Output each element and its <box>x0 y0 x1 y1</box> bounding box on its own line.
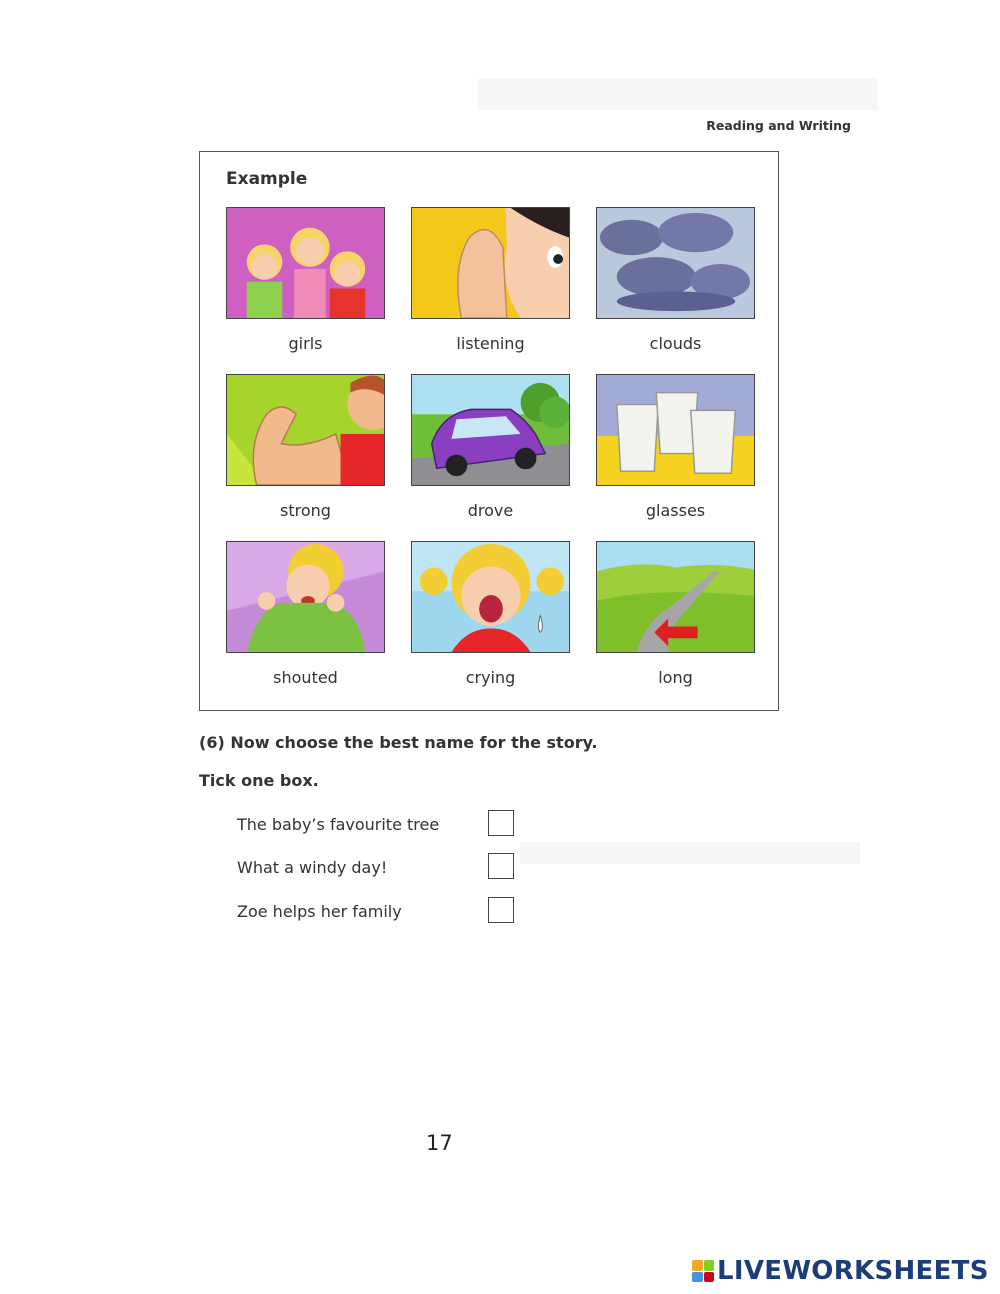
option-checkbox[interactable] <box>488 810 514 836</box>
scan-shadow <box>520 842 860 864</box>
long-picture <box>596 541 755 653</box>
scan-shadow <box>478 78 878 110</box>
page-number: 17 <box>426 1131 453 1155</box>
listening-picture <box>411 207 570 319</box>
picture-caption: glasses <box>645 501 706 520</box>
picture-caption: drove <box>467 501 514 520</box>
picture-caption: strong <box>280 501 331 520</box>
section-title: Reading and Writing <box>706 118 851 133</box>
picture-caption: crying <box>465 668 516 687</box>
glasses-picture <box>596 374 755 486</box>
shouted-picture <box>226 541 385 653</box>
picture-caption: clouds <box>649 334 702 353</box>
example-title: Example <box>226 169 308 189</box>
question-prompt: (6) Now choose the best name for the story. <box>199 733 598 752</box>
option-label: What a windy day! <box>237 858 388 877</box>
liveworksheets-brand[interactable] <box>692 1256 989 1286</box>
picture-caption: long <box>658 668 693 687</box>
option-checkbox[interactable] <box>488 897 514 923</box>
brand-name: LIVEWORKSHEETS <box>717 1256 989 1286</box>
strong-picture <box>226 374 385 486</box>
crying-picture <box>411 541 570 653</box>
liveworksheets-logo-icon <box>692 1260 714 1282</box>
girls-picture <box>226 207 385 319</box>
picture-caption: listening <box>456 334 525 353</box>
clouds-picture <box>596 207 755 319</box>
option-label: Zoe helps her family <box>237 902 402 921</box>
tick-instruction: Tick one box. <box>199 771 319 790</box>
option-label: The baby’s favourite tree <box>237 815 440 834</box>
picture-caption: girls <box>288 334 323 353</box>
drove-picture <box>411 374 570 486</box>
picture-caption: shouted <box>273 668 338 687</box>
option-checkbox[interactable] <box>488 853 514 879</box>
